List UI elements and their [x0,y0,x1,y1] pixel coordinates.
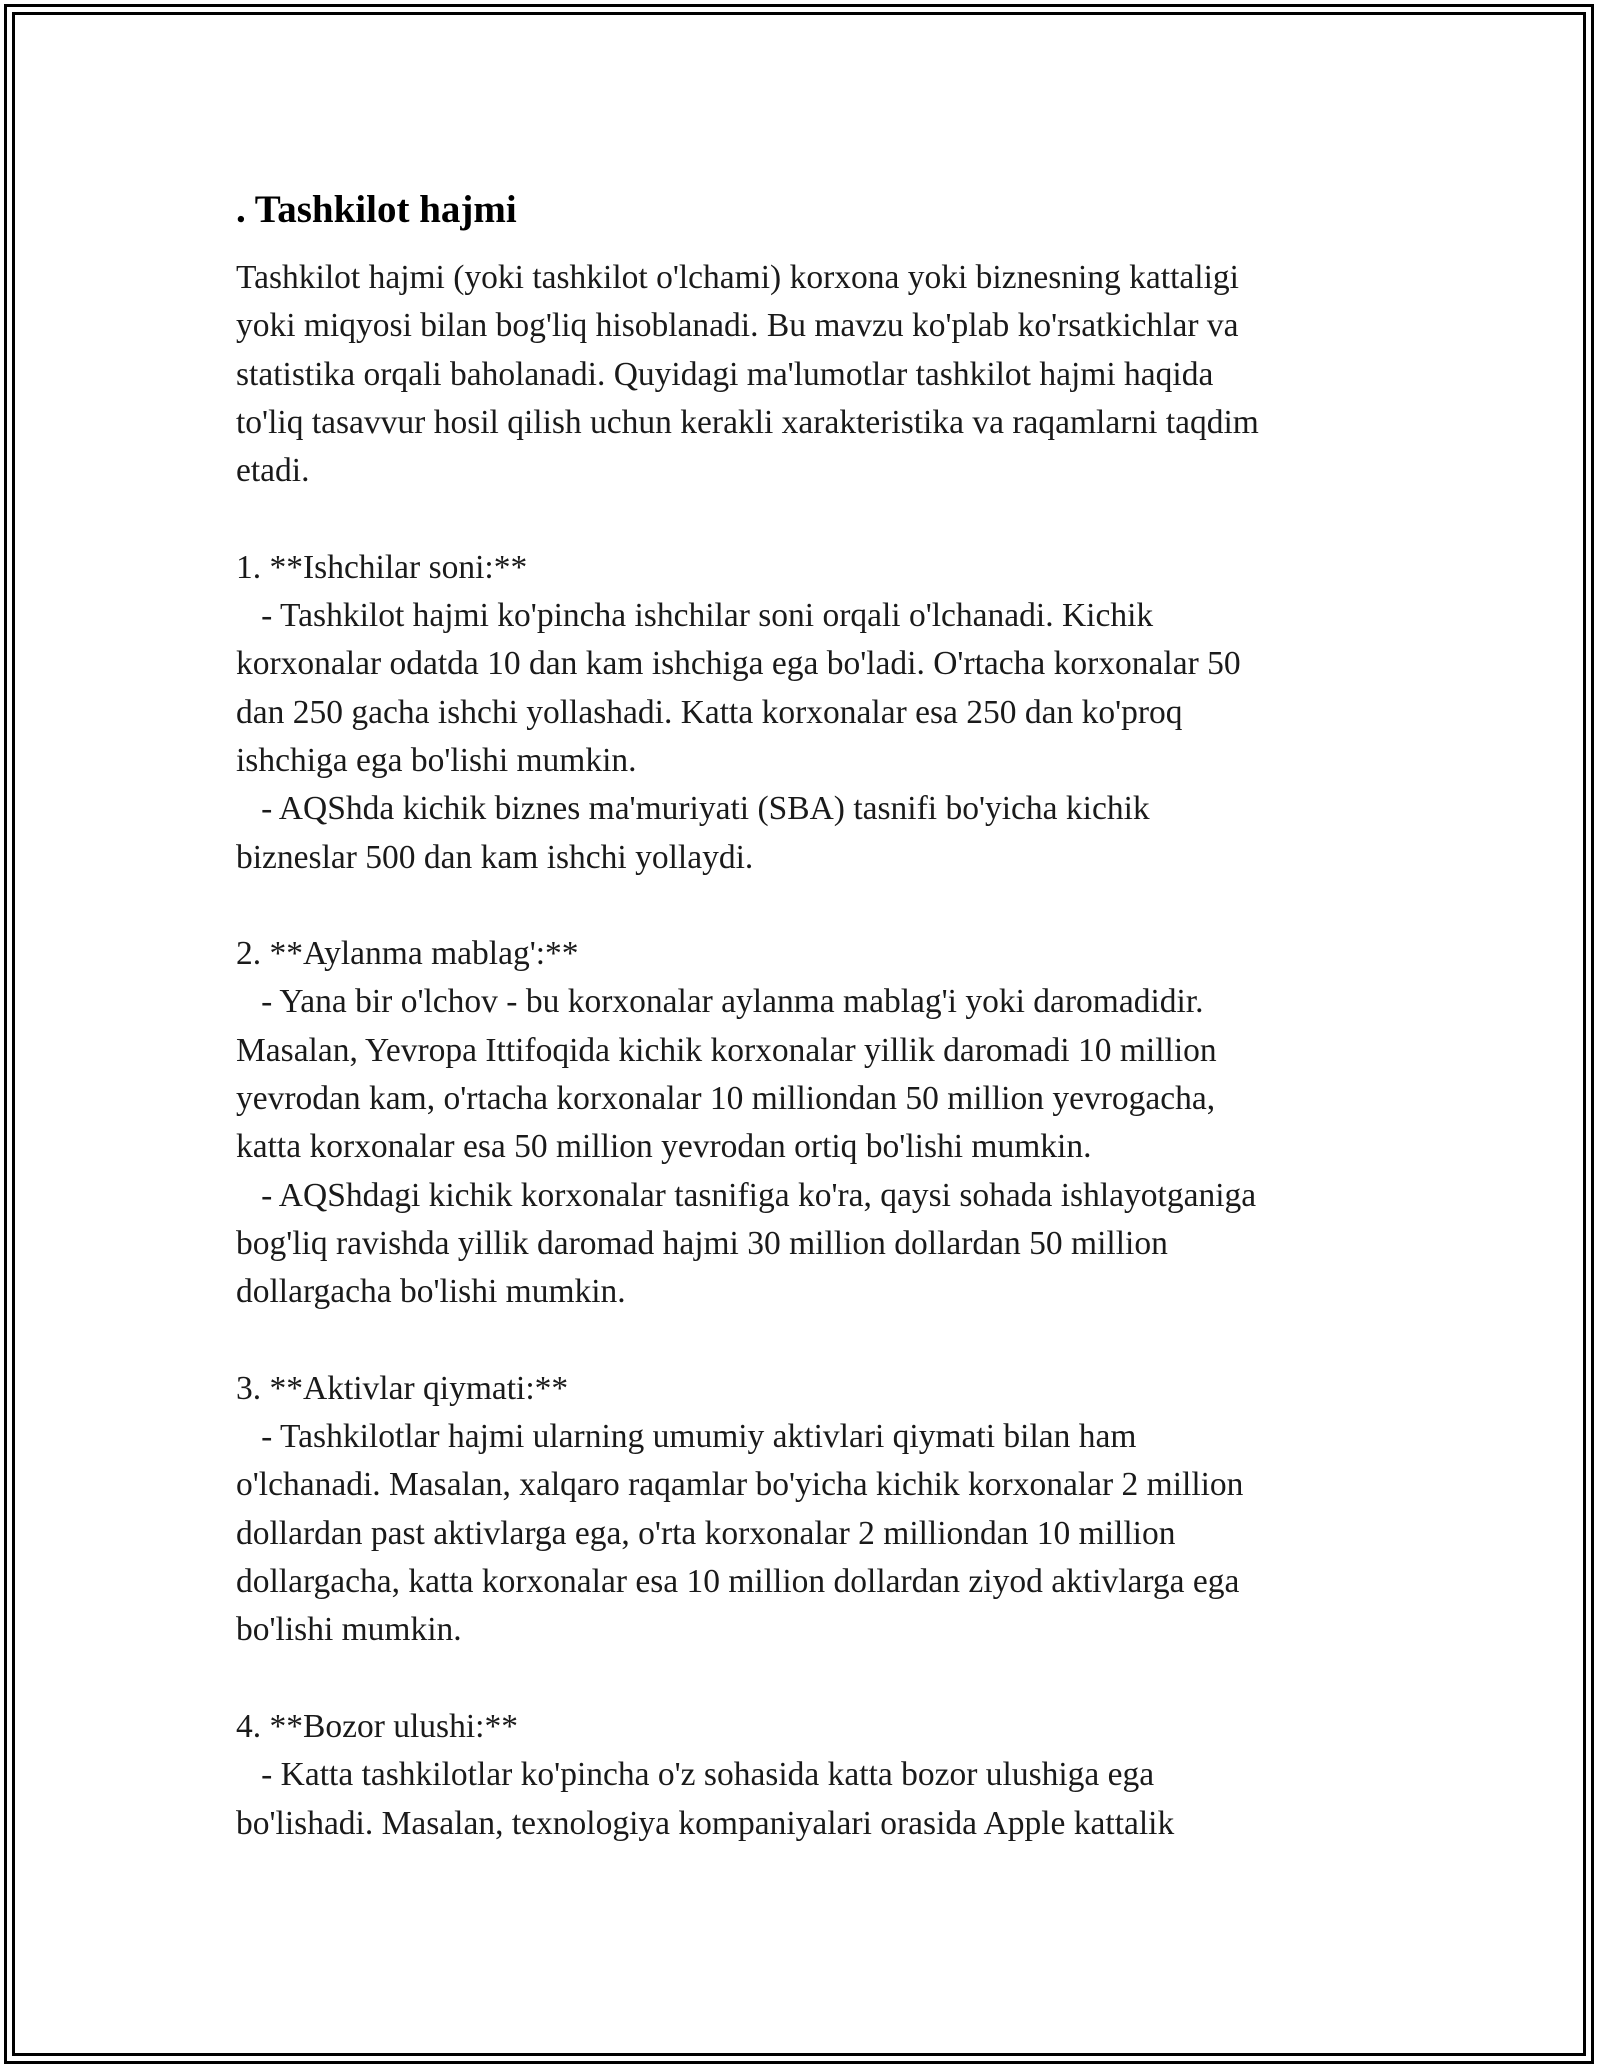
text-line: - Yana bir o'lchov - bu korxonalar aylanma mablag'i yoki daromadidir. [236,983,1204,1021]
text-line: Masalan, Yevropa Ittifoqida kichik korxonalar yillik daromadi 10 million [236,1031,1217,1069]
text-line: o'lchanadi. Masalan, xalqaro raqamlar bo'yicha kichik korxonalar 2 million [236,1466,1244,1504]
text-line: ishchiga ega bo'lishi mumkin. [236,741,637,779]
blank-line [236,882,1416,930]
text-line: etadi. [236,452,310,490]
blank-line [236,495,1416,543]
text-line: dan 250 gacha ishchi yollashadi. Katta korxonalar esa 250 dan ko'proq [236,693,1183,731]
document-body [236,254,1416,1848]
text-line: bo'lishadi. Masalan, texnologiya kompaniyalari orasida Apple kattalik [236,1804,1175,1842]
document-content [236,186,1416,1848]
text-line: Tashkilot hajmi (yoki tashkilot o'lchami) korxona yoki biznesning kattaligi [236,259,1239,296]
text-line: 2. **Aylanma mablag':** [236,935,579,973]
text-line: bo'lishi mumkin. [236,1611,462,1649]
text-line: bog'liq ravishda yillik daromad hajmi 30 million dollardan 50 million [236,1224,1168,1262]
text-line: yevrodan kam, o'rtacha korxonalar 10 milliondan 50 million yevrogacha, [236,1080,1216,1118]
text-line: to'liq tasavvur hosil qilish uchun kerakli xarakteristika va raqamlarni taqdim [236,403,1259,441]
text-line: - Tashkilot hajmi ko'pincha ishchilar soni orqali o'lchanadi. Kichik [236,597,1154,635]
text-line: - Katta tashkilotlar ko'pincha o'z sohasida katta bozor ulushiga ega [236,1756,1155,1794]
text-line: bizneslar 500 dan kam ishchi yollaydi. [236,838,754,876]
blank-line [236,1655,1416,1703]
text-line: 3. **Aktivlar qiymati:** [236,1369,569,1407]
text-line: 4. **Bozor ulushi:** [236,1707,518,1745]
text-line: statistika orqali baholanadi. Quyidagi ma'lumotlar tashkilot hajmi haqida [236,355,1214,393]
text-line: yoki miqyosi bilan bog'liq hisoblanadi. Bu mavzu ko'plab ko'rsatkichlar va [236,307,1239,345]
text-line: - Tashkilotlar hajmi ularning umumiy aktivlari qiymati bilan ham [236,1418,1137,1456]
text-line: 1. **Ishchilar soni:** [236,548,528,586]
text-line: dollargacha, katta korxonalar esa 10 million dollardan ziyod aktivlarga ega [236,1563,1240,1601]
text-line: - AQShda kichik biznes ma'muriyati (SBA) tasnifi bo'yicha kichik [236,790,1150,828]
text-line: dollargacha bo'lishi mumkin. [236,1273,626,1311]
text-line: katta korxonalar esa 50 million yevrodan ortiq bo'lishi mumkin. [236,1128,1092,1166]
text-line: korxonalar odatda 10 dan kam ishchiga ega bo'ladi. O'rtacha korxonalar 50 [236,645,1241,683]
document-title: . Tashkilot hajmi [236,188,517,231]
text-line: dollardan past aktivlarga ega, o'rta korxonalar 2 milliondan 10 million [236,1514,1176,1552]
text-line: - AQShdagi kichik korxonalar tasnifiga ko'ra, qaysi sohada ishlayotganiga [236,1176,1257,1214]
blank-line [236,1317,1416,1365]
